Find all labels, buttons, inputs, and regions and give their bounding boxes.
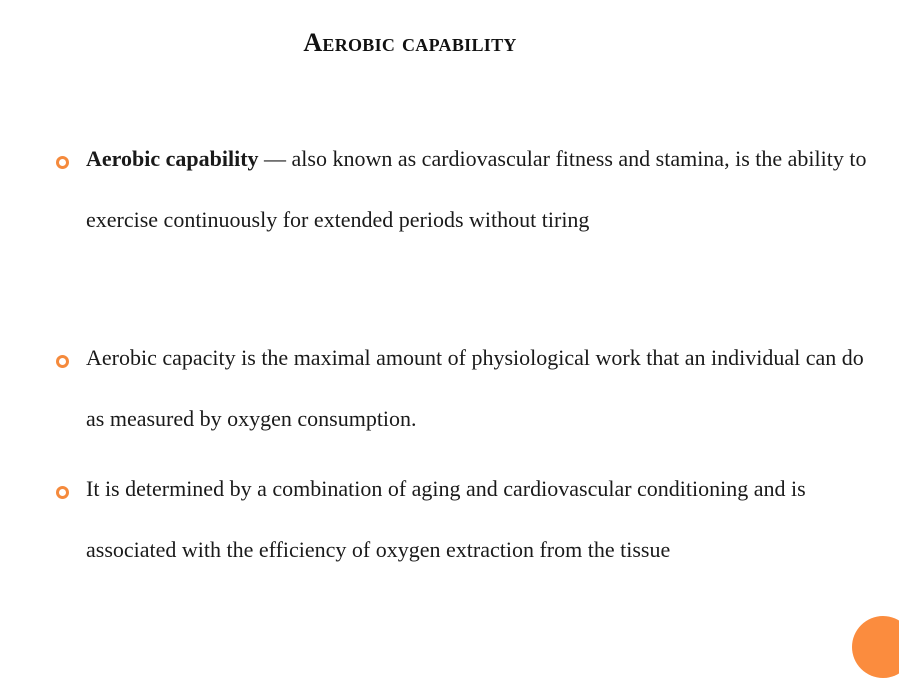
bullet-ring-icon: [56, 486, 69, 499]
corner-decoration-circle: [852, 616, 899, 678]
bullet-text: [86, 327, 876, 449]
bullet-text: [86, 128, 876, 250]
bullet-lead-term: Aerobic capability: [86, 146, 259, 171]
bullet-ring-icon: [56, 355, 69, 368]
bullet-text: [86, 458, 876, 580]
bullet-body: — also known as cardiovascular fitness and stamina, is the ability to exercise continuously for extended periods without tiring: [86, 146, 867, 232]
bullet-body: Aerobic capacity is the maximal amount of physiological work that an individual can do as measured by oxygen consumption.: [86, 345, 864, 431]
bullet-body: It is determined by a combination of aging and cardiovascular conditioning and is associated with the efficiency of oxygen extraction from the tissue: [86, 476, 806, 562]
bullet-ring-icon: [56, 156, 69, 169]
slide-title: Aerobic capability: [303, 28, 517, 57]
